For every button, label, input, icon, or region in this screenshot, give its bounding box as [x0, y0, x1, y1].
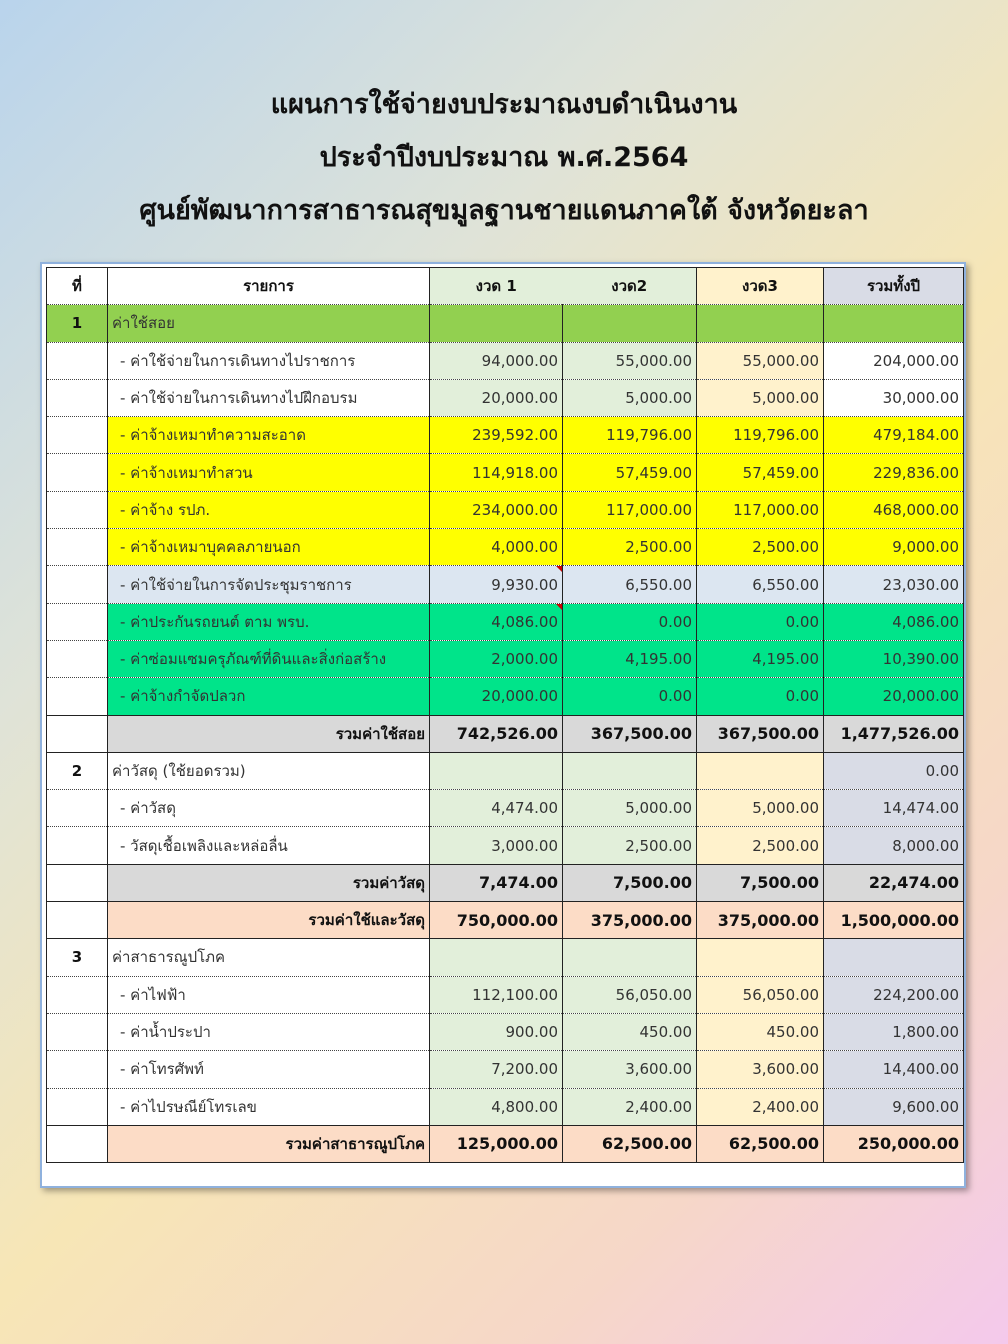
item-label-cell: - ค่าไฟฟ้า	[108, 976, 430, 1013]
value-cell-col4: 4,086.00	[824, 603, 964, 640]
header-cell-period2: งวด2	[563, 268, 697, 305]
value-cell-col2: 450.00	[563, 1013, 697, 1050]
total-row	[47, 902, 964, 939]
value-cell-col4: 9,000.00	[824, 529, 964, 566]
value-cell-col1: 234,000.00	[430, 491, 563, 528]
row-number-cell	[47, 454, 108, 491]
value-cell-col2: 57,459.00	[563, 454, 697, 491]
table-row	[47, 640, 964, 677]
row-number-cell: 2	[47, 752, 108, 789]
value-cell-col1	[430, 752, 563, 789]
value-cell-col2: 5,000.00	[563, 379, 697, 416]
total-label-cell: รวมค่าใช้สอย	[108, 715, 430, 752]
value-cell-col4: 30,000.00	[824, 379, 964, 416]
row-number-cell	[47, 640, 108, 677]
value-cell-col1: 94,000.00	[430, 342, 563, 379]
table-row	[47, 976, 964, 1013]
item-label-cell: - ค่าโทรศัพท์	[108, 1051, 430, 1088]
total-row	[47, 1125, 964, 1162]
table-row	[47, 1051, 964, 1088]
table-row	[47, 379, 964, 416]
value-cell-col3: 3,600.00	[697, 1051, 824, 1088]
value-cell-col1: 750,000.00	[430, 902, 563, 939]
value-cell-col1: 742,526.00	[430, 715, 563, 752]
title-line-2: ประจำปีงบประมาณ พ.ศ.2564	[319, 142, 689, 173]
value-cell-col3: 0.00	[697, 678, 824, 715]
value-cell-col4: 229,836.00	[824, 454, 964, 491]
table-row	[47, 1088, 964, 1125]
value-cell-col1	[430, 939, 563, 976]
value-cell-col2: 2,500.00	[563, 827, 697, 864]
header-cell-annual-total: รวมทั้งปี	[824, 268, 964, 305]
header-row	[47, 268, 964, 305]
title-line-1: แผนการใช้จ่ายงบประมาณงบดำเนินงาน	[270, 89, 738, 120]
header-cell-period3: งวด3	[697, 268, 824, 305]
item-label-cell: - ค่าจ้างเหมาทำสวน	[108, 454, 430, 491]
value-cell-col3	[697, 939, 824, 976]
total-row	[47, 864, 964, 901]
title-line-3: ศูนย์พัฒนาการสาธารณสุขมูลฐานชายแดนภาคใต้ จังหวัดยะลา	[139, 195, 869, 226]
value-cell-col2: 3,600.00	[563, 1051, 697, 1088]
value-cell-col2: 56,050.00	[563, 976, 697, 1013]
table-row	[47, 491, 964, 528]
row-number-cell	[47, 379, 108, 416]
table-row	[47, 454, 964, 491]
value-cell-col2: 0.00	[563, 603, 697, 640]
value-cell-col2: 367,500.00	[563, 715, 697, 752]
row-number-cell	[47, 678, 108, 715]
value-cell-col4: 0.00	[824, 752, 964, 789]
value-cell-col4: 204,000.00	[824, 342, 964, 379]
item-label-cell: - ค่าใช้จ่ายในการเดินทางไปฝึกอบรม	[108, 379, 430, 416]
value-cell-col3: 7,500.00	[697, 864, 824, 901]
value-cell-col2: 119,796.00	[563, 417, 697, 454]
value-cell-col2	[563, 305, 697, 342]
value-cell-col1: 239,592.00	[430, 417, 563, 454]
row-number-cell: 1	[47, 305, 108, 342]
value-cell-col1: 114,918.00	[430, 454, 563, 491]
table-row	[47, 566, 964, 603]
value-cell-col3: 367,500.00	[697, 715, 824, 752]
value-cell-col4: 1,477,526.00	[824, 715, 964, 752]
value-cell-col1: 7,200.00	[430, 1051, 563, 1088]
row-number-cell	[47, 417, 108, 454]
section-label-cell: ค่าสาธารณูปโภค	[108, 939, 430, 976]
value-cell-col4: 9,600.00	[824, 1088, 964, 1125]
budget-table	[46, 267, 964, 1163]
row-number-cell	[47, 529, 108, 566]
item-label-cell: - ค่าน้ำประปา	[108, 1013, 430, 1050]
table-row	[47, 417, 964, 454]
value-cell-col1: 112,100.00	[430, 976, 563, 1013]
table-row	[47, 790, 964, 827]
value-cell-col4: 10,390.00	[824, 640, 964, 677]
value-cell-col4: 479,184.00	[824, 417, 964, 454]
item-label-cell: - ค่าซ่อมแซมครุภัณฑ์ที่ดินและสิ่งก่อสร้าง	[108, 640, 430, 677]
value-cell-col2: 4,195.00	[563, 640, 697, 677]
value-cell-col3: 450.00	[697, 1013, 824, 1050]
row-number-cell	[47, 491, 108, 528]
item-label-cell: - ค่าวัสดุ	[108, 790, 430, 827]
value-cell-col4: 23,030.00	[824, 566, 964, 603]
row-number-cell	[47, 976, 108, 1013]
table-row	[47, 603, 964, 640]
value-cell-col1: 4,474.00	[430, 790, 563, 827]
total-label-cell: รวมค่าใช้และวัสดุ	[108, 902, 430, 939]
value-cell-col3: 2,500.00	[697, 827, 824, 864]
value-cell-col4: 22,474.00	[824, 864, 964, 901]
row-number-cell	[47, 603, 108, 640]
value-cell-col1: 125,000.00	[430, 1125, 563, 1162]
value-cell-col4: 1,800.00	[824, 1013, 964, 1050]
item-label-cell: - ค่าใช้จ่ายในการจัดประชุมราชการ	[108, 566, 430, 603]
value-cell-col2	[563, 752, 697, 789]
row-number-cell	[47, 902, 108, 939]
item-label-cell: - ค่าจ้างกำจัดปลวก	[108, 678, 430, 715]
row-number-cell	[47, 342, 108, 379]
table-row	[47, 678, 964, 715]
item-label-cell: - ค่าใช้จ่ายในการเดินทางไปราชการ	[108, 342, 430, 379]
value-cell-col3: 119,796.00	[697, 417, 824, 454]
item-label-cell: - ค่าจ้าง รปภ.	[108, 491, 430, 528]
value-cell-col4: 468,000.00	[824, 491, 964, 528]
value-cell-col4: 1,500,000.00	[824, 902, 964, 939]
section-label-cell: ค่าวัสดุ (ใช้ยอดรวม)	[108, 752, 430, 789]
row-number-cell: 3	[47, 939, 108, 976]
value-cell-col3: 57,459.00	[697, 454, 824, 491]
row-number-cell	[47, 1051, 108, 1088]
row-number-cell	[47, 715, 108, 752]
value-cell-col1: 7,474.00	[430, 864, 563, 901]
header-cell-no: ที่	[47, 268, 108, 305]
value-cell-col4: 14,400.00	[824, 1051, 964, 1088]
table-row	[47, 529, 964, 566]
value-cell-col1: 4,086.00	[430, 603, 563, 640]
value-cell-col1	[430, 305, 563, 342]
value-cell-col3: 2,500.00	[697, 529, 824, 566]
item-label-cell: - ค่าไปรษณีย์โทรเลข	[108, 1088, 430, 1125]
value-cell-col3: 62,500.00	[697, 1125, 824, 1162]
value-cell-col4: 8,000.00	[824, 827, 964, 864]
value-cell-col3: 4,195.00	[697, 640, 824, 677]
value-cell-col1: 2,000.00	[430, 640, 563, 677]
section-label-cell: ค่าใช้สอย	[108, 305, 430, 342]
value-cell-col2: 55,000.00	[563, 342, 697, 379]
row-number-cell	[47, 566, 108, 603]
value-cell-col2: 0.00	[563, 678, 697, 715]
total-label-cell: รวมค่าสาธารณูปโภค	[108, 1125, 430, 1162]
total-label-cell: รวมค่าวัสดุ	[108, 864, 430, 901]
section-row	[47, 939, 964, 976]
value-cell-col1: 9,930.00	[430, 566, 563, 603]
row-number-cell	[47, 790, 108, 827]
value-cell-col3: 56,050.00	[697, 976, 824, 1013]
value-cell-col2	[563, 939, 697, 976]
page-title-block	[0, 78, 1008, 237]
value-cell-col3: 2,400.00	[697, 1088, 824, 1125]
value-cell-col1: 4,800.00	[430, 1088, 563, 1125]
row-number-cell	[47, 1125, 108, 1162]
header-cell-period1: งวด 1	[430, 268, 563, 305]
value-cell-col1: 20,000.00	[430, 379, 563, 416]
value-cell-col1: 900.00	[430, 1013, 563, 1050]
value-cell-col3: 5,000.00	[697, 379, 824, 416]
item-label-cell: - ค่าจ้างเหมาบุคคลภายนอก	[108, 529, 430, 566]
value-cell-col4	[824, 305, 964, 342]
value-cell-col4	[824, 939, 964, 976]
value-cell-col2: 6,550.00	[563, 566, 697, 603]
value-cell-col4: 224,200.00	[824, 976, 964, 1013]
value-cell-col3: 55,000.00	[697, 342, 824, 379]
total-row	[47, 715, 964, 752]
value-cell-col2: 62,500.00	[563, 1125, 697, 1162]
value-cell-col2: 7,500.00	[563, 864, 697, 901]
row-number-cell	[47, 1013, 108, 1050]
value-cell-col4: 250,000.00	[824, 1125, 964, 1162]
value-cell-col3: 5,000.00	[697, 790, 824, 827]
value-cell-col4: 20,000.00	[824, 678, 964, 715]
value-cell-col1: 20,000.00	[430, 678, 563, 715]
table-row	[47, 827, 964, 864]
value-cell-col2: 2,500.00	[563, 529, 697, 566]
value-cell-col3	[697, 305, 824, 342]
value-cell-col2: 375,000.00	[563, 902, 697, 939]
value-cell-col3	[697, 752, 824, 789]
value-cell-col2: 117,000.00	[563, 491, 697, 528]
section-row	[47, 305, 964, 342]
value-cell-col1: 3,000.00	[430, 827, 563, 864]
value-cell-col4: 14,474.00	[824, 790, 964, 827]
table-row	[47, 1013, 964, 1050]
row-number-cell	[47, 1088, 108, 1125]
value-cell-col3: 117,000.00	[697, 491, 824, 528]
table-row	[47, 342, 964, 379]
section-row	[47, 752, 964, 789]
value-cell-col2: 5,000.00	[563, 790, 697, 827]
value-cell-col1: 4,000.00	[430, 529, 563, 566]
item-label-cell: - ค่าจ้างเหมาทำความสะอาด	[108, 417, 430, 454]
item-label-cell: - ค่าประกันรถยนต์ ตาม พรบ.	[108, 603, 430, 640]
value-cell-col2: 2,400.00	[563, 1088, 697, 1125]
budget-sheet	[40, 262, 966, 1188]
value-cell-col3: 0.00	[697, 603, 824, 640]
row-number-cell	[47, 864, 108, 901]
row-number-cell	[47, 827, 108, 864]
value-cell-col3: 6,550.00	[697, 566, 824, 603]
header-cell-item: รายการ	[108, 268, 430, 305]
item-label-cell: - วัสดุเชื้อเพลิงและหล่อลื่น	[108, 827, 430, 864]
value-cell-col3: 375,000.00	[697, 902, 824, 939]
